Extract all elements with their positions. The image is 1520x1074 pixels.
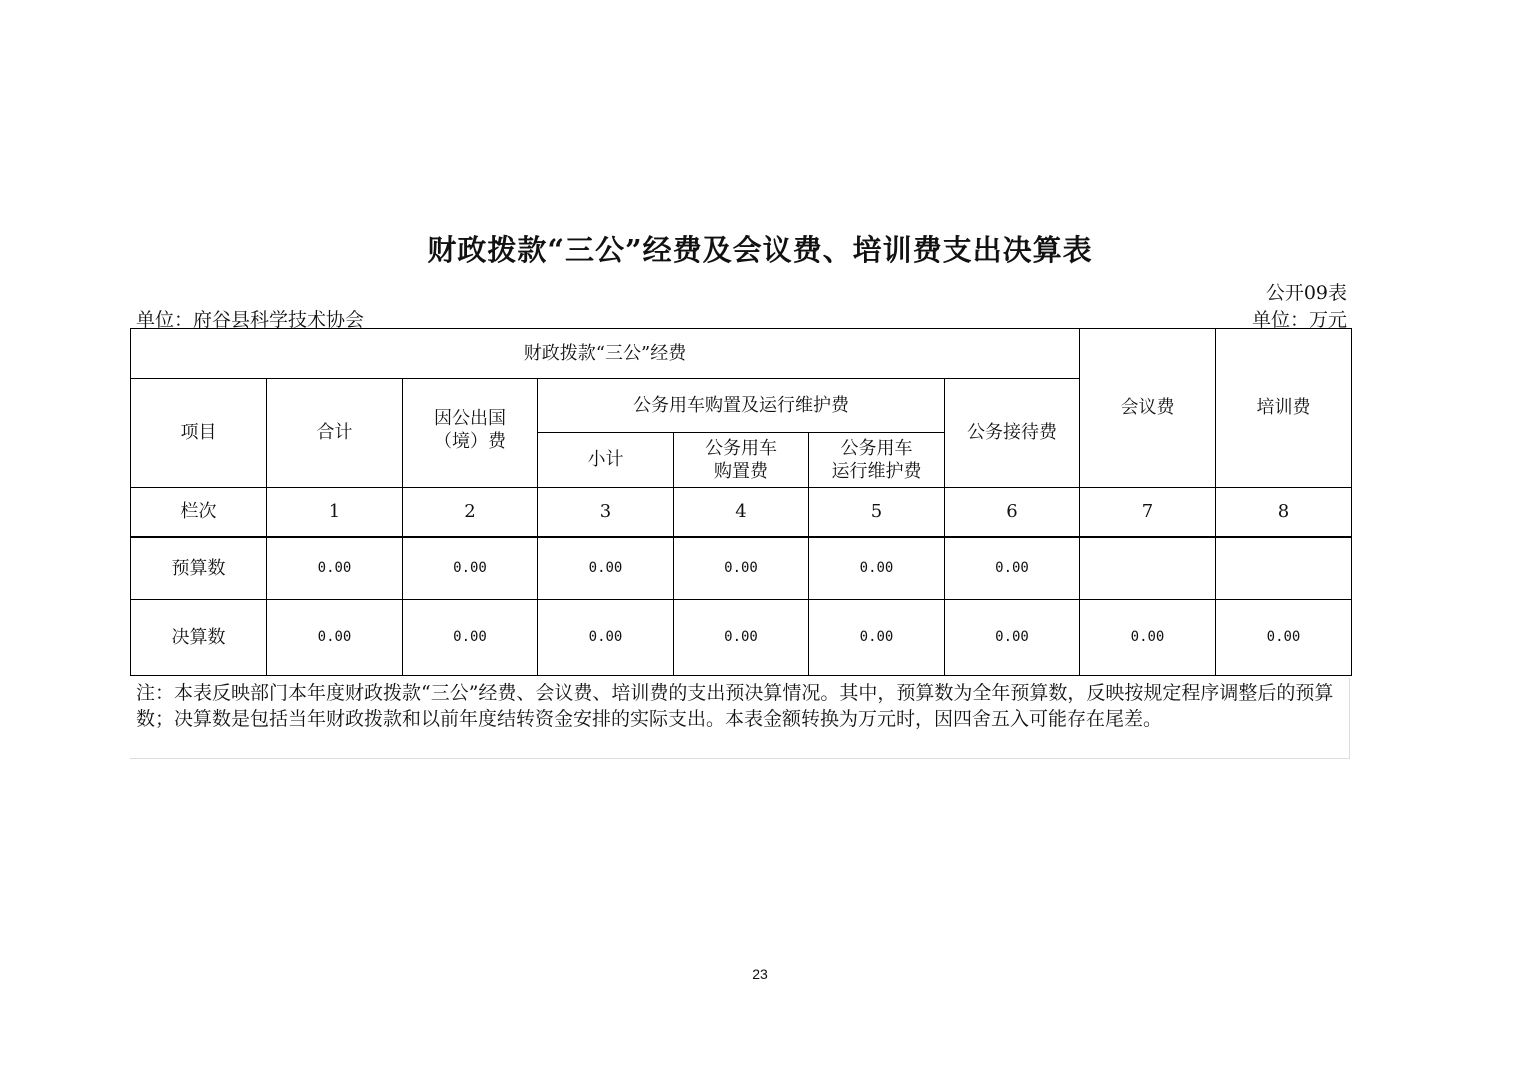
table-cell: 0.00 — [538, 537, 674, 600]
header-item: 项目 — [131, 379, 267, 488]
column-index-label: 栏次 — [131, 488, 267, 538]
column-index-cell: 8 — [1216, 488, 1352, 538]
table-cell — [1080, 537, 1216, 600]
table-cell: 0.00 — [674, 600, 809, 676]
header-three-public-funds: 财政拨款“三公”经费 — [131, 329, 1080, 379]
form-number: 公开09表 — [1265, 282, 1347, 304]
column-index-cell: 5 — [809, 488, 945, 538]
column-index-cell: 1 — [267, 488, 403, 538]
table-cell: 0.00 — [1080, 600, 1216, 676]
table-cell: 0.00 — [538, 600, 674, 676]
table-row — [131, 537, 1352, 600]
row-label: 决算数 — [131, 600, 267, 676]
table-cell: 0.00 — [945, 537, 1080, 600]
table-cell: 0.00 — [1216, 600, 1352, 676]
table-cell: 0.00 — [945, 600, 1080, 676]
row-label: 预算数 — [131, 537, 267, 600]
column-index-cell: 7 — [1080, 488, 1216, 538]
table-title: 财政拨款“三公”经费及会议费、培训费支出决算表 — [427, 233, 1093, 267]
header-training: 培训费 — [1216, 329, 1352, 488]
table-cell: 0.00 — [809, 537, 945, 600]
header-vehicle-group: 公务用车购置及运行维护费 — [538, 379, 945, 433]
page-number: 23 — [752, 966, 768, 982]
column-index-cell: 2 — [403, 488, 538, 538]
header-reception: 公务接待费 — [945, 379, 1080, 488]
header-vehicle-maintenance: 公务用车 运行维护费 — [809, 433, 945, 488]
header-abroad: 因公出国 （境）费 — [403, 379, 538, 488]
table-cell: 0.00 — [267, 600, 403, 676]
table-cell: 0.00 — [267, 537, 403, 600]
header-meeting: 会议费 — [1080, 329, 1216, 488]
table-cell: 0.00 — [674, 537, 809, 600]
table-note: 注：本表反映部门本年度财政拨款“三公”经费、会议费、培训费的支出预决算情况。其中，预算数为全年预算数，反映按规定程序调整后的预算数；决算数是包括当年财政拨款和以前年度结转资金安排的实际支出。本表金额转换为万元时，因四舍五入可能存在尾差。 — [130, 678, 1350, 759]
column-index-row — [131, 488, 1352, 538]
expenditure-table — [130, 328, 1352, 676]
reporting-unit: 单位：府谷县科学技术协会 — [136, 309, 365, 331]
header-subtotal: 小计 — [538, 433, 674, 488]
header-total: 合计 — [267, 379, 403, 488]
column-index-cell: 3 — [538, 488, 674, 538]
column-index-cell: 6 — [945, 488, 1080, 538]
currency-unit: 单位：万元 — [1251, 309, 1347, 331]
column-index-cell: 4 — [674, 488, 809, 538]
table-cell — [1216, 537, 1352, 600]
table-cell: 0.00 — [403, 537, 538, 600]
table-cell: 0.00 — [809, 600, 945, 676]
table-row — [131, 600, 1352, 676]
header-vehicle-purchase: 公务用车 购置费 — [674, 433, 809, 488]
table-cell: 0.00 — [403, 600, 538, 676]
